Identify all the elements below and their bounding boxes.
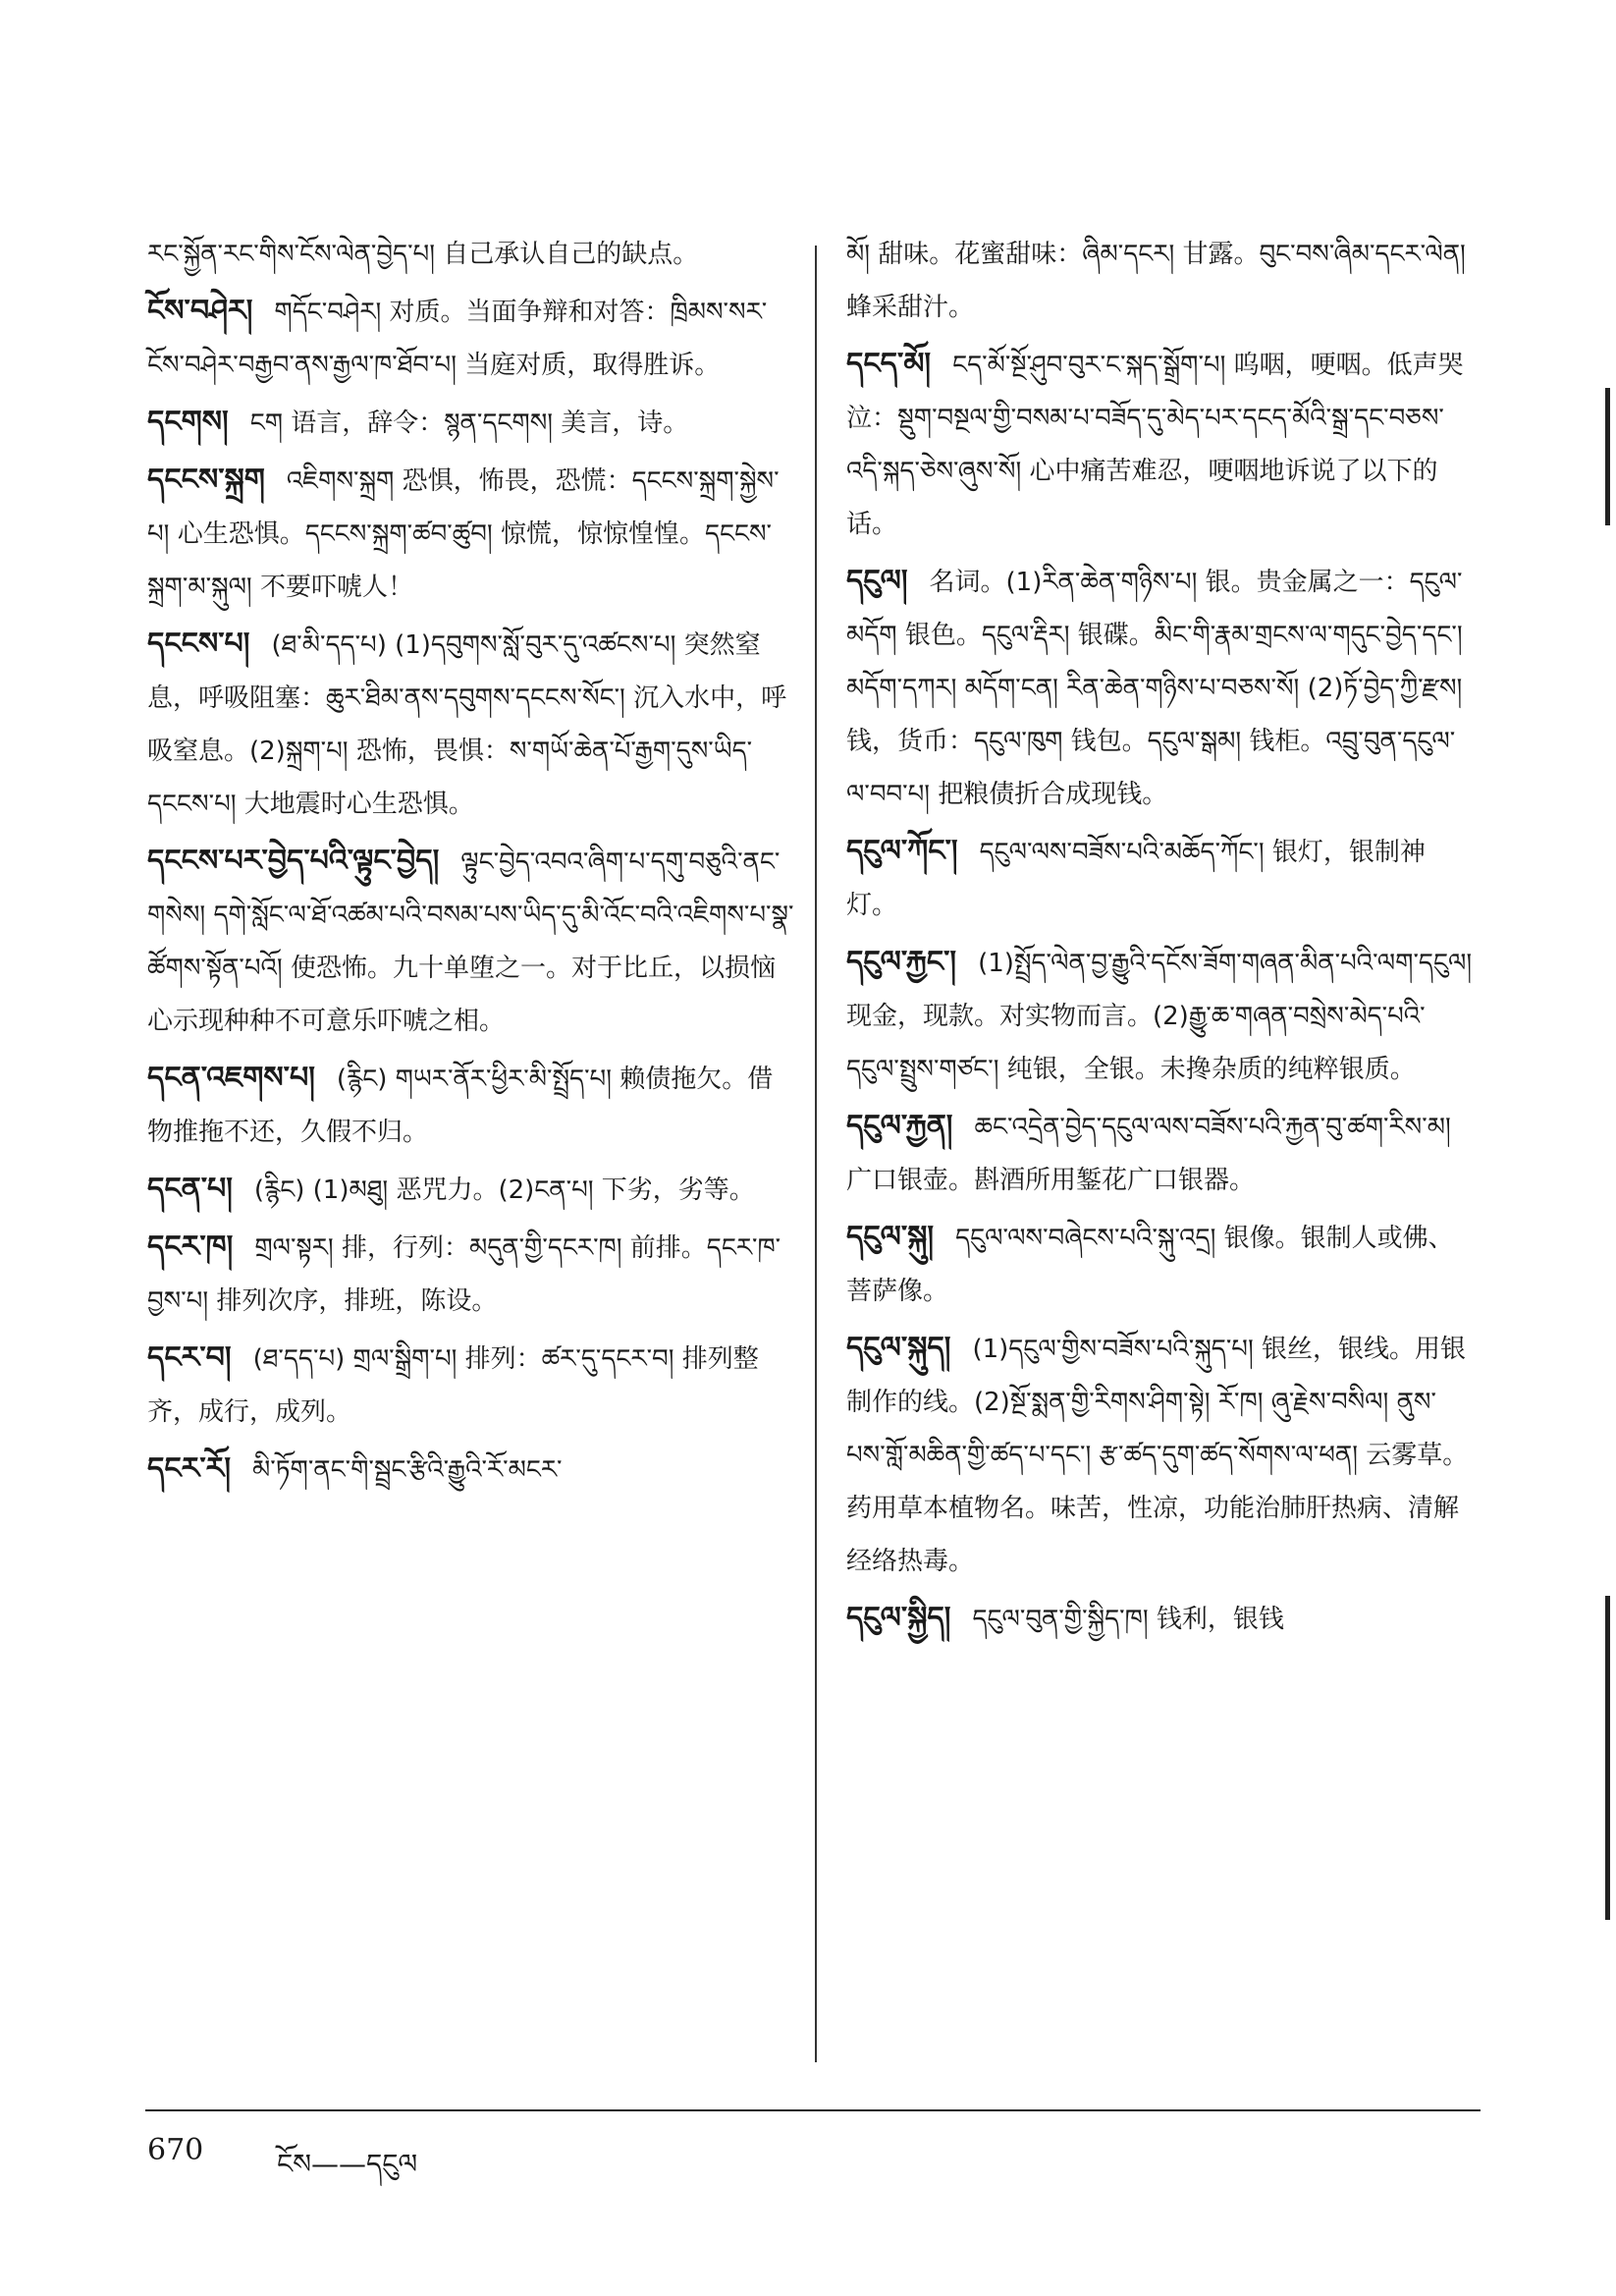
entry-definition: འཇིགས་སྐྲག 恐惧，怖畏，恐慌：དངངས་སྐྲག་སྐྱེས་པ། 心生恐惧。དངངས་སྐྲག་ཚབ་ཚུབ། 惊慌，惊惊惶惶。དངངས་སྐྲག་མ་སྐུལ། 不要吓唬人！ bbox=[147, 466, 780, 602]
dictionary-entry bbox=[147, 1163, 795, 1217]
entry-definition: ལྟུང་བྱེད་འབའ་ཞིག་པ་དགུ་བཅུའི་ནང་གསེས། དགེ་སློང་ལ་ཐོ་འཚམ་པའི་བསམ་པས་ཡིད་དུ་མི་འོང་བའི་འཇིགས་པ་སྣ་ཚོགས་སྟོན་པའོ། 使恐怖。九十单堕之一。对于比丘，以损恼心示现种种不可意乐吓唬之相。 bbox=[147, 847, 794, 1036]
dictionary-entry bbox=[846, 1592, 1475, 1646]
entry-definition: དངུལ་བུན་གྱི་སྐྱིད་ཁ། 钱利，银钱 bbox=[972, 1605, 1284, 1634]
entry-headword: དངུལ་སྐྱིད། bbox=[846, 1601, 951, 1635]
entry-definition: (1)སྤྲོད་ལེན་བྱ་རྒྱུའི་དངོས་ཟོག་གཞན་མིན་པའི་ལག་དངུལ། 现金，现款。对实物而言。(2)རྒྱུ་ཆ་གཞན་བསྲེས་མེད་པའི་དངུལ་སྤྲུས་གཙང་། 纯银，全银。未搀杂质的纯粹银质。 bbox=[846, 949, 1473, 1084]
entry-headword: དངར་བ། bbox=[147, 1340, 232, 1375]
entry-headword: དངན་པ། bbox=[147, 1172, 233, 1206]
entry-headword: དངུལ་རྐྱན། bbox=[846, 1109, 953, 1143]
entry-definition: (ཐ་དད་པ) གྲལ་སྒྲིག་པ། 排列：ཚར་དུ་དངར་བ། 排列整齐，成行，成列。 bbox=[147, 1344, 759, 1427]
scan-edge-mark bbox=[1605, 388, 1610, 525]
dictionary-entry bbox=[846, 936, 1475, 1096]
dictionary-entry bbox=[147, 1221, 795, 1328]
dictionary-entry bbox=[846, 228, 1475, 334]
entry-headword: དངུལ་ཀོང་། bbox=[846, 834, 958, 868]
dictionary-entry bbox=[846, 1211, 1475, 1318]
running-head: ངོས——དངུལ bbox=[277, 2148, 418, 2180]
dictionary-entry bbox=[846, 825, 1475, 932]
entry-headword: དངངས་པར་བྱེད་པའི་ལྟུང་བྱེད། bbox=[147, 844, 440, 878]
entry-definition: དངུལ་ལས་བཟོས་པའི་མཆོད་ཀོང་། 银灯，银制神灯。 bbox=[846, 838, 1426, 920]
entry-definition: (རྙིང) (1)མཐུ། 恶咒力。(2)ངན་པ། 下劣，劣等。 bbox=[253, 1175, 755, 1205]
dictionary-entry bbox=[147, 228, 795, 281]
entry-headword: དངུལ་རྐྱང་། bbox=[846, 945, 957, 979]
entry-definition: གྲལ་སྟར། 排，行列：མདུན་གྱི་དངར་ཁ། 前排。དངར་ཁ་བྱས་པ། 排列次序，排班，陈设。 bbox=[147, 1233, 781, 1316]
dictionary-entry bbox=[147, 396, 795, 450]
dictionary-entry bbox=[147, 454, 795, 614]
entry-definition: (ཐ་མི་དད་པ) (1)དབུགས་སློ་བུར་དུ་འཚངས་པ། 突然窒息，呼吸阻塞：ཆུར་ཐིམ་ནས་དབུགས་དངངས་སོང་། 沉入水中，呼吸窒息。(2)སྐྲག་པ། 恐怖，畏惧：ས་གཡོ་ཆེན་པོ་རྒྱག་དུས་ཡིད་དངངས་པ། 大地震时心生恐惧。 bbox=[147, 630, 787, 819]
dictionary-entry bbox=[846, 338, 1475, 551]
entry-definition: དངུལ་ལས་བཞེངས་པའི་སྐུ་འདྲ། 银像。银制人或佛、菩萨像。 bbox=[846, 1224, 1454, 1306]
dictionary-entry bbox=[846, 555, 1475, 821]
entry-definition: (1)དངུལ་གྱིས་བཟོས་པའི་སྐུད་པ། 银丝，银线。用银制作的线。(2)སྔོ་སྨན་གྱི་རིགས་ཤིག་སྟེ། རོ་ཁ། ཞུ་རྗེས་བསིལ། ནུས་པས་གློ་མཆིན་གྱི་ཚད་པ་དང་། རྩ་ཚད་དུག་ཚད་སོགས་ལ་ཕན། 云雾草。药用草本植物名。味苦，性凉，功能治肺肝热病、清解经络热毒。 bbox=[846, 1335, 1469, 1576]
dictionary-entry bbox=[147, 1052, 795, 1159]
entry-definition: རང་སྐྱོན་རང་གིས་ངོས་ལེན་བྱེད་པ། 自己承认自己的缺点。 bbox=[147, 240, 699, 269]
page-number: 670 bbox=[147, 2133, 204, 2167]
entry-definition: (རྙིང) གཡར་ནོར་ཕྱིར་མི་སྤྲོད་པ། 赖债拖欠。借物推拖不还，久假不归。 bbox=[147, 1065, 774, 1147]
dictionary-entry bbox=[147, 1443, 795, 1497]
entry-definition: 名词。(1)རིན་ཆེན་གཉིས་པ། 银。贵金属之一：དངུལ་མདོག 银色。དངུལ་རྡིར། 银碟。མིང་གི་རྣམ་གྲངས་ལ་གདུང་བྱེད་དང་། མདོག་དཀར། མདོག་ངན། རིན་ཆེན་གཉིས་པ་བཅས་སོ། (2)ཏོ་བྱེད་ཀྱི་རྫས། 钱，货币：དངུལ་ཁུག 钱包。དངུལ་སྒམ། 钱柜。འབྲུ་བུན་དངུལ་ལ་བབ་པ། 把粮债折合成现钱。 bbox=[846, 568, 1463, 809]
entry-headword: དངངས་སྐྲག bbox=[147, 463, 265, 497]
entry-definition: ཆང་འདྲེན་བྱེད་དངུལ་ལས་བཟོས་པའི་རྐྱན་བུ་ཚག་རིས་མ། 广口银壶。斟酒所用錾花广口银器。 bbox=[846, 1113, 1451, 1195]
entry-headword: དངུལ། bbox=[846, 564, 908, 598]
entry-headword: དངངས་པ། bbox=[147, 627, 250, 661]
entry-headword: དངད་མོ། bbox=[846, 347, 932, 381]
dictionary-entry bbox=[846, 1100, 1475, 1207]
entry-definition: ངག 语言，辞令：སྙན་དངགས། 美言，诗。 bbox=[249, 409, 689, 438]
entry-headword: དངུལ་སྐུ། bbox=[846, 1220, 935, 1254]
entry-definition: གདོང་བཤེར། 对质。当面争辩和对答：ཁྲིམས་སར་ངོས་བཤེར་བརྒྱབ་ནས་རྒྱལ་ཁ་ཐོབ་པ། 当庭对质，取得胜诉。 bbox=[147, 298, 768, 380]
entry-headword: ངོས་བཤེར། bbox=[147, 294, 253, 328]
entry-headword: དངན་འཇགས་པ། bbox=[147, 1061, 315, 1095]
dictionary-entry bbox=[846, 1322, 1475, 1588]
scan-edge-mark bbox=[1605, 1596, 1610, 1920]
dictionary-entry bbox=[147, 835, 795, 1048]
dictionary-entry bbox=[147, 285, 795, 392]
right-column bbox=[846, 228, 1475, 1650]
column-divider bbox=[815, 246, 817, 2062]
entry-definition: མོ། 甜味。花蜜甜味：ཞིམ་དངར། 甘露。བུང་བས་ཞིམ་དངར་ལེན། 蜂采甜汁。 bbox=[846, 240, 1466, 322]
entry-definition: ངད་མོ་སྔོ་ཤུབ་བུར་ང་སྐད་སྒྲོག་པ། 呜咽，哽咽。低声哭泣：སྡུག་བསྔལ་གྱི་བསམ་པ་བཟོད་དུ་མེད་པར་དངད་མོའི་སྒྲ་དང་བཅས་འདི་སྐད་ཅེས་ཞུས་སོ། 心中痛苦难忍，哽咽地诉说了以下的话。 bbox=[846, 351, 1464, 539]
entry-headword: དངར་རོ། bbox=[147, 1451, 232, 1486]
footer-rule bbox=[145, 2109, 1481, 2111]
entry-headword: དངགས། bbox=[147, 405, 229, 439]
dictionary-entry bbox=[147, 618, 795, 831]
entry-definition: མི་ཏོག་ནང་གི་སྦྲང་རྩིའི་རྒྱུའི་རོ་མངར་ bbox=[252, 1455, 563, 1485]
entry-headword: དངར་ཁ། bbox=[147, 1230, 234, 1264]
dictionary-entry bbox=[147, 1332, 795, 1439]
entry-headword: དངུལ་སྐུད། bbox=[846, 1331, 951, 1365]
left-column bbox=[147, 228, 795, 1501]
